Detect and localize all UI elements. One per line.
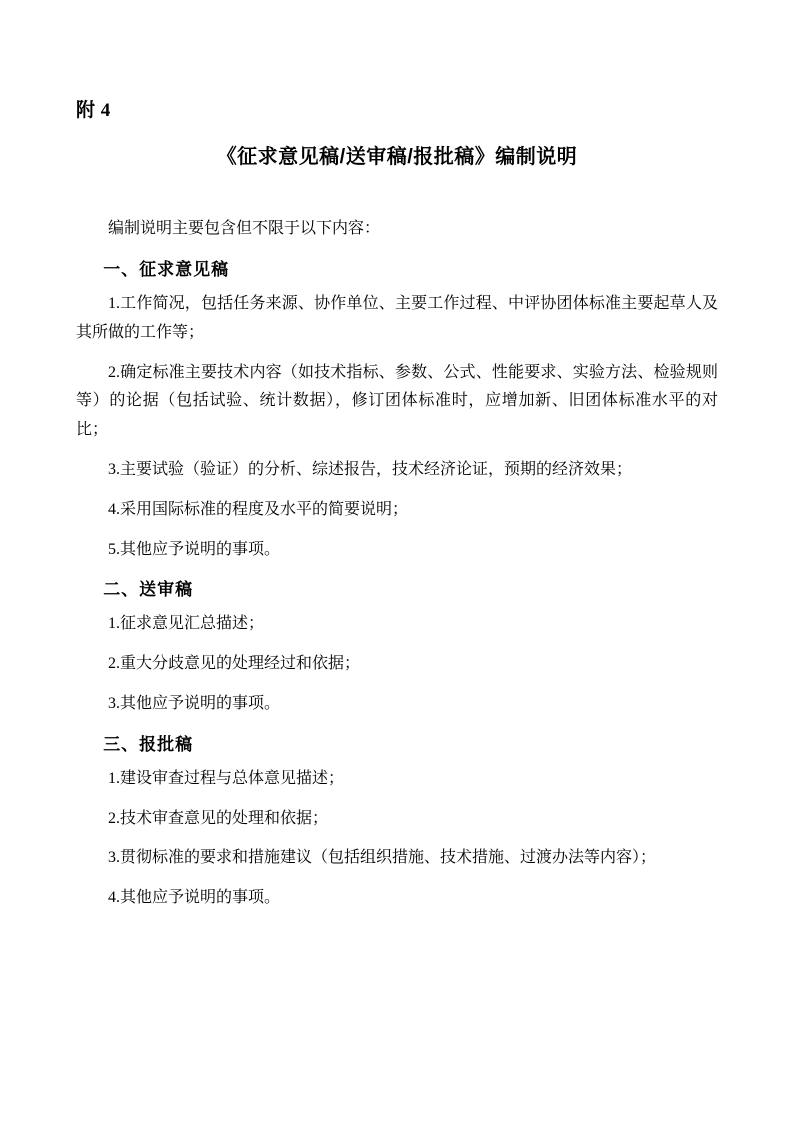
section-item: 4.采用国际标准的程度及水平的简要说明； (108, 500, 409, 518)
attachment-label: 附 4 (76, 100, 111, 121)
section-item: 1.建设审查过程与总体意见描述； (108, 769, 345, 787)
section-solicitation-draft (76, 255, 718, 564)
section-item: 2.确定标准主要技术内容（如技术指标、参数、公式、性能要求、实验方法、检验规则等）的论据（包括试验、统计数据），修订团体标准时，应增加新、旧团体标准水平的对比； (76, 363, 718, 439)
page-title: 《征求意见稿/送审稿/报批稿》编制说明 (216, 146, 578, 168)
section-item: 2.技术审查意见的处理和依据； (108, 809, 329, 827)
section-item: 3.其他应予说明的事项。 (108, 694, 281, 712)
section-item: 1.工作简况，包括任务来源、协作单位、主要工作过程、中评协团体标准主要起草人及其所做的工作等； (76, 295, 718, 341)
section-approval-draft (76, 730, 718, 913)
section-item: 5.其他应予说明的事项。 (108, 540, 281, 558)
section-heading: 三、报批稿 (103, 734, 194, 754)
section-item: 3.贯彻标准的要求和措施建议（包括组织措施、技术措施、过渡办法等内容）； (108, 849, 657, 867)
section-heading: 二、送审稿 (103, 580, 194, 600)
section-item: 3.主要试验（验证）的分析、综述报告，技术经济论证，预期的经济效果； (108, 460, 633, 478)
section-item: 4.其他应予说明的事项。 (108, 889, 281, 907)
section-item: 1.征求意见汇总描述； (108, 615, 265, 633)
section-review-draft (76, 575, 718, 718)
section-heading: 一、征求意见稿 (103, 260, 230, 279)
intro-paragraph: 编制说明主要包含但不限于以下内容： (108, 220, 381, 237)
section-item: 2.重大分歧意见的处理经过和依据； (108, 655, 361, 673)
